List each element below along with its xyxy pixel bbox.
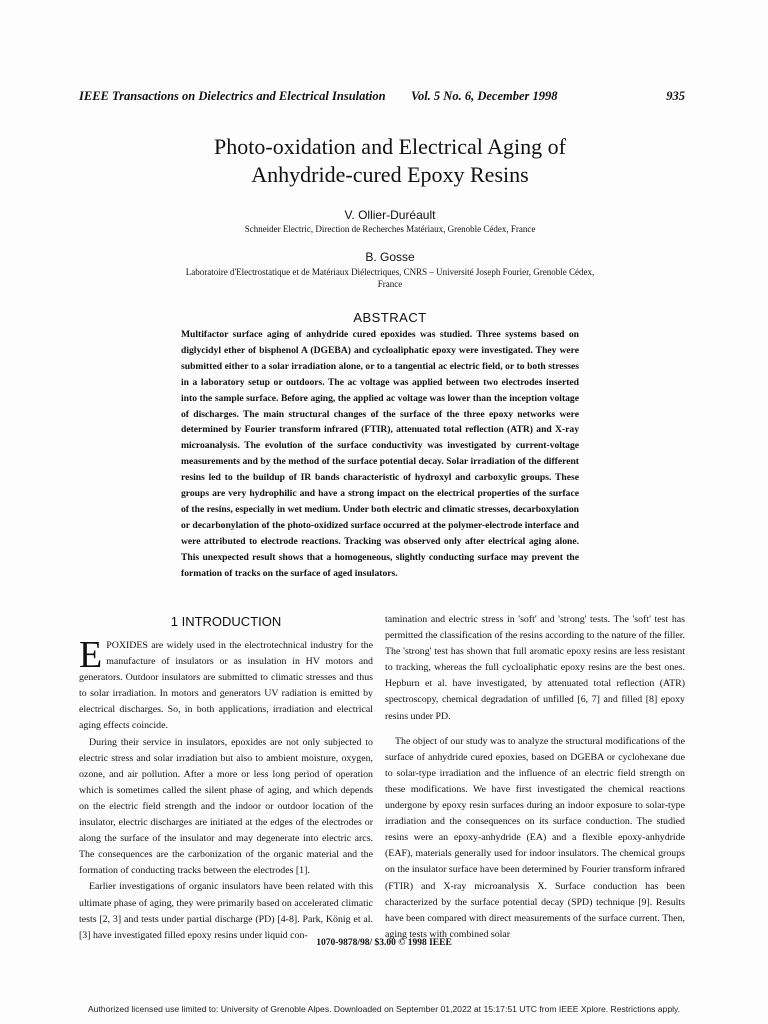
intro-paragraph-2: During their service in insulators, epoxides are not only subjected to electric stress and solar irradiation but also to ambient moisture, oxygen, ozone, and air pollution. After a more or less long period of operation which is sometimes called the silent phase of aging, and which depends on the electric field strength and the indoor or outdoor location of the insulator, electric discharges are initiated at the edges of the electrodes or along the surface of the insulator and may degenerate into electric arcs. The consequences are the carbonization of the organic material and the formation of conducting tracks between the electrodes [1]. (79, 736, 373, 877)
intro-paragraph-1-text: POXIDES are widely used in the electrotechnical industry for the manufacture of insulators or as insulation in HV motors and generators. Outdoor insulators are submitted to climatic stresses and thus to solar irradiation. In motors and generators UV radiation is emitted by electrical discharges. So, in both applications, irradiation and electrical aging effects coincide. (79, 640, 373, 732)
author-affiliation-1: Schneider Electric, Direction de Recherches Matériaux, Grenoble Cédex, France (244, 224, 536, 234)
drop-cap: E (79, 634, 103, 676)
page-number: 935 (666, 89, 685, 103)
author-name-2: B. Gosse (365, 250, 415, 264)
title-line-1: Photo-oxidation and Electrical Aging of (214, 134, 566, 159)
author-name-1: V. Ollier-Duréault (344, 208, 436, 222)
license-footer: Authorized licensed use limited to: University of Grenoble Alpes. Downloaded on September 01,2022 at 15:17:51 UTC from IEEE Xplore. Restrictions apply. (87, 1004, 681, 1014)
volume-issue: Vol. 5 No. 6, December 1998 (411, 89, 558, 103)
paper-title (120, 133, 660, 189)
affiliation-line-1: Laboratoire d'Electrostatique et de Matériaux Diélectriques, CNRS – Université Joseph Fourier, Grenoble Cédex, (185, 267, 595, 277)
abstract-text: Multifactor surface aging of anhydride cured epoxides was studied. Three systems based on diglycidyl ether of bisphenol A (DGEBA) and cycloaliphatic epoxy were investigated. They were submitted either to a solar irradiation alone, or to a tangential ac electric field, or to both stresses in a laboratory setup or outdoors. The ac voltage was applied between two electrodes inserted into the sample surface. Before aging, the applied ac voltage was lower than the inception voltage of discharges. The main structural changes of the surface of the three epoxy networks were determined by Fourier transform infrared (FTIR), attenuated total reflection (ATR) and X-ray microanalysis. The evolution of the surface conductivity was investigated by current-voltage measurements and by the method of the surface potential decay. Solar irradiation of the different resins led to the buildup of IR bands characteristic of hydroxyl and carboxylic groups. These groups are very hydrophilic and have a strong impact on the electrical properties of the surface of the resins, especially in wet medium. Under both electric and climatic stresses, decarboxylation or decarbonylation of the photo-oxidized surface occurred at the polymer-electrode interface and were attributed to electrode reactions. Tracking was observed only after electrical aging alone. This unexpected result shows that a homogeneous, slightly conducting surface may prevent the formation of tracks on the surface of aged insulators. (181, 329, 579, 579)
author-affiliation-2 (150, 266, 630, 290)
journal-name: IEEE Transactions on Dielectrics and Electrical Insulation (79, 89, 386, 103)
copyright-line: 1070-9878/98/ $3.00 © 1998 IEEE (316, 938, 452, 948)
section-heading-introduction: 1 INTRODUCTION (170, 614, 282, 629)
left-column (79, 634, 373, 944)
right-column (385, 612, 685, 943)
title-line-2: Anhydride-cured Epoxy Resins (251, 162, 529, 187)
intro-paragraph-3: Earlier investigations of organic insulators have been related with this ultimate phase of aging, they were primarily based on accelerated climatic tests [2, 3] and tests under partial discharge (PD) [4-8]. Park, König et al. [3] have investigated filled epoxy resins under liquid con- (79, 881, 373, 941)
abstract-heading: ABSTRACT (353, 310, 427, 325)
running-header (79, 89, 685, 105)
intro-paragraph-4: tamination and electric stress in 'soft' and 'strong' tests. The 'soft' test has permitted the classification of the resins according to the nature of the filler. The 'strong' test has shown that full aromatic epoxy resins are less resistant to tracking, whereas the full cycloaliphatic epoxy resins are the best ones. Hepburn et al. have investigated, by attenuated total reflection (ATR) spectroscopy, chemical degradation of unfilled [6, 7] and filled [8] epoxy resins under PD. (385, 614, 685, 722)
intro-paragraph-5: The object of our study was to analyze the structural modifications of the surface of anhydride cured epoxies, based on DGEBA or cyclohexane due to solar-type irradiation and the influence of an electric field strength on these modifications. We have first investigated the chemical reactions undergone by epoxy resin surfaces during an indoor exposure to solar-type irradiation and the consequences on its surface conduction. The studied resins were an epoxy-anhydride (EA) and a flexible epoxy-anhydride (EAF), materials generally used for indoor insulators. The chemical groups on the insulator surface have been determined by Fourier transform infrared (FTIR) and X-ray microanalysis X. Surface conduction has been characterized by the surface potential decay (SPD) technique [9]. Results have been compared with direct measurements of the surface current. Then, aging tests with combined solar (385, 735, 685, 940)
affiliation-line-2: France (377, 279, 403, 289)
intro-paragraph-1 (79, 634, 373, 735)
